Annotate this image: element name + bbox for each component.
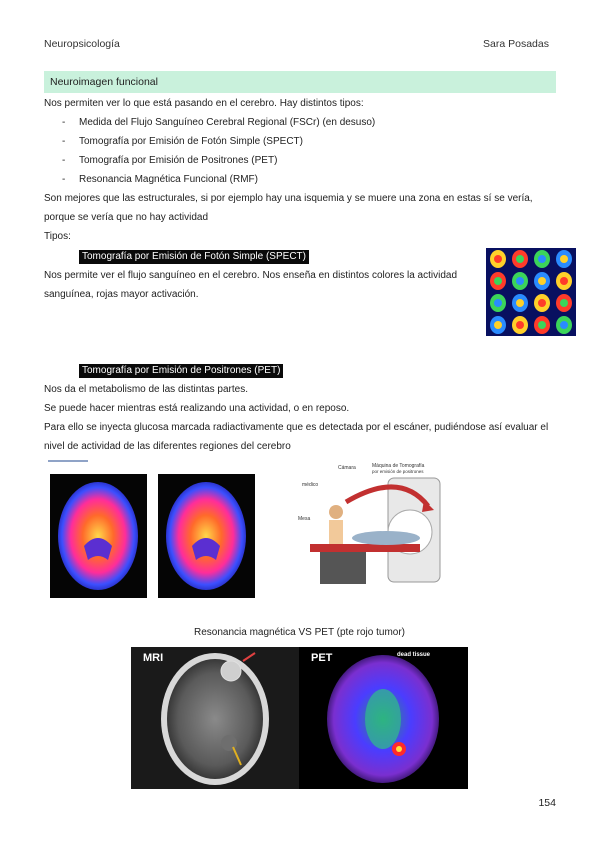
- section-title: Neuroimagen funcional: [44, 71, 556, 93]
- spect-slice-core: [538, 321, 546, 329]
- scanner-label-maquina: Máquina de Tomografía: [372, 463, 425, 469]
- pet-scan-image: [48, 460, 294, 600]
- spect-slice-core: [494, 255, 502, 263]
- dead-tissue-label: dead tissue: [397, 652, 431, 658]
- list-item: - Tomografía por Emisión de Fotón Simple (SPECT): [62, 136, 303, 147]
- intro-text: Nos permiten ver lo que está pasando en el cerebro. Hay distintos tipos:: [44, 98, 364, 109]
- mri-pet-image: [131, 647, 468, 789]
- scanner-label-medico: médico: [302, 482, 319, 488]
- spect-slice-core: [538, 277, 546, 285]
- header-author: Sara Posadas: [483, 38, 549, 50]
- spect-slice-core: [560, 255, 568, 263]
- mri-pet-caption: Resonancia magnética VS PET (pte rojo tumor): [193, 627, 406, 638]
- comparison-text: Son mejores que las estructurales, si por ejemplo hay una isquemia y se muere una zona en estas sí se vería, porque se vería que no hay actividad: [44, 193, 533, 223]
- header-title: Neuropsicología: [44, 38, 120, 50]
- pet-line-3: Para ello se inyecta glucosa marcada radiactivamente que es detectada por el escáner, pudiéndose así evaluar el nivel de actividad de las diferentes regiones del cerebro: [44, 422, 549, 452]
- pet-label: PET: [311, 652, 333, 664]
- tipos-label: Tipos:: [44, 231, 71, 242]
- mri-label: MRI: [143, 652, 164, 664]
- page-number: 154: [538, 797, 556, 809]
- spect-slice-core: [516, 321, 524, 329]
- spect-slice-core: [516, 299, 524, 307]
- spect-text: Nos permite ver el flujo sanguíneo en el cerebro. Nos enseña en distintos colores la actividad sanguínea, rojas mayor activación.: [44, 270, 458, 300]
- spect-heading: Tomografía por Emisión de Fotón Simple (SPECT): [79, 250, 309, 264]
- pet-heading: Tomografía por Emisión de Positrones (PET): [79, 364, 283, 378]
- spect-slice-core: [494, 299, 502, 307]
- list-item: - Tomografía por Emisión de Positrones (PET): [62, 155, 278, 166]
- spect-slice-core: [538, 255, 546, 263]
- list-item: - Resonancia Magnética Funcional (RMF): [62, 174, 258, 185]
- scanner-label-camara: Cámara: [338, 465, 356, 471]
- scanner-label-mesa: Mesa: [298, 516, 311, 522]
- pet-line-1: Nos da el metabolismo de las distintas partes.: [44, 384, 248, 395]
- spect-image: [486, 248, 576, 336]
- spect-slice-core: [538, 299, 546, 307]
- spect-slice-core: [494, 277, 502, 285]
- spect-slice-core: [560, 321, 568, 329]
- pet-line-2: Se puede hacer mientras está realizando una actividad, o en reposo.: [44, 403, 350, 414]
- types-list: [62, 113, 375, 189]
- scanner-label-maquina-2: por emisión de positrones: [372, 469, 424, 474]
- spect-slice-core: [560, 277, 568, 285]
- spect-slice-core: [494, 321, 502, 329]
- spect-slice-core: [516, 255, 524, 263]
- spect-slice-core: [516, 277, 524, 285]
- list-item: - Medida del Flujo Sanguíneo Cerebral Regional (FSCr) (en desuso): [62, 117, 376, 128]
- pet-scanner-illustration: [296, 460, 446, 600]
- spect-slice-core: [560, 299, 568, 307]
